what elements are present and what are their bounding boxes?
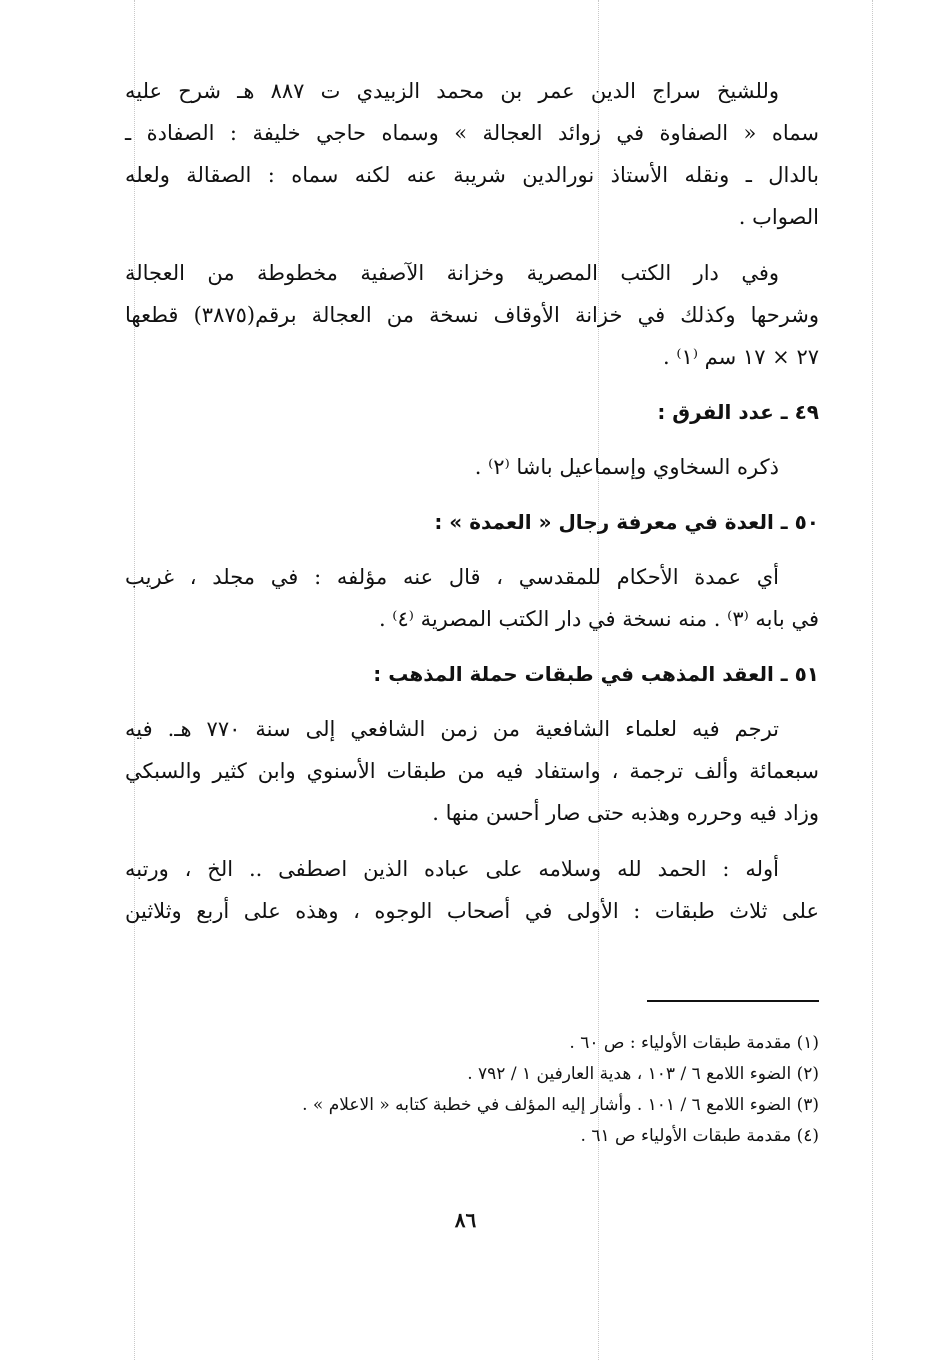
paragraph-line: بالدال ـ ونقله الأستاذ نورالدين شريبة عنه لكنه سماه : الصقالة ولعله: [125, 163, 819, 187]
paragraph-line: في بابه ⁽٣⁾ . منه نسخة في دار الكتب المصرية ⁽٤⁾ .: [378, 607, 819, 631]
paragraph-line: وزاد فيه وحرره وهذبه حتى صار أحسن منها .: [432, 801, 819, 825]
footnote-divider: [647, 1000, 819, 1002]
paragraph-line: وشرحها وكذلك في خزانة الأوقاف نسخة من العجالة برقم(٣٨٧٥) قطعها: [125, 303, 819, 327]
paragraph-line: وفي دار الكتب المصرية وخزانة الآصفية مخطوطة من العجالة: [125, 261, 779, 285]
paragraph-2: [125, 252, 819, 378]
paragraph-line: ٢٧ × ١٧ سم ⁽١⁾ .: [663, 345, 819, 369]
paragraph-6: [125, 848, 819, 932]
paragraph-line: أوله : الحمد لله وسلامه على عباده الذين اصطفى .. الخ ، ورتبه: [125, 857, 779, 881]
footnote-1: (١) مقدمة طبقات الأولياء : ص ٦٠ .: [569, 1033, 819, 1053]
section-heading-51: ٥١ ـ العقد المذهب في طبقات حملة المذهب :: [373, 662, 819, 686]
paragraph-4: [125, 556, 819, 640]
section-heading-49: ٤٩ ـ عدد الفرق :: [657, 400, 819, 424]
paragraph-5: [125, 708, 819, 834]
paragraph-line: وللشيخ سراج الدين عمر بن محمد الزبيدي ت ٨٨٧ هـ شرح عليه: [125, 79, 779, 103]
paragraph-line: سماه « الصفاوة في زوائد العجالة » وسماه حاجي خليفة : الصفادة ـ: [125, 121, 819, 145]
footnote-3: (٣) الضوء اللامع ٦ / ١٠١ . وأشار إليه المؤلف في خطبة كتابه « الاعلام » .: [302, 1095, 819, 1115]
paragraph-line: على ثلاث طبقات : الأولى في أصحاب الوجوه ، وهذه على أربع وثلاثين: [125, 899, 819, 923]
paragraph-3: [125, 446, 819, 488]
paragraph-1: [125, 70, 819, 238]
footnote-4: (٤) مقدمة طبقات الأولياء ص ٦١ .: [580, 1126, 819, 1146]
footnotes: [125, 1028, 819, 1152]
paragraph-line: سبعمائة وألف ترجمة ، واستفاد فيه من طبقات الأسنوي وابن كثير والسبكي: [125, 759, 819, 783]
paragraph-line: ذكره السخاوي وإسماعيل باشا ⁽٢⁾ .: [474, 455, 779, 479]
paragraph-line: أي عمدة الأحكام للمقدسي ، قال عنه مؤلفه : في مجلد ، غريب: [125, 565, 779, 589]
paragraph-line: الصواب .: [738, 205, 819, 229]
footnote-2: (٢) الضوء اللامع ٦ / ١٠٣ ، هدية العارفين ١ / ٧٩٢ .: [467, 1064, 819, 1084]
section-heading-50: ٥٠ ـ العدة في معرفة رجال « العمدة » :: [434, 510, 819, 534]
paragraph-line: ترجم فيه لعلماء الشافعية من زمن الشافعي إلى سنة ٧٧٠ هـ. فيه: [125, 717, 780, 741]
page-body: [125, 70, 819, 946]
scan-artifact-line: [872, 0, 873, 1360]
page-number: ٨٦: [454, 1208, 477, 1232]
